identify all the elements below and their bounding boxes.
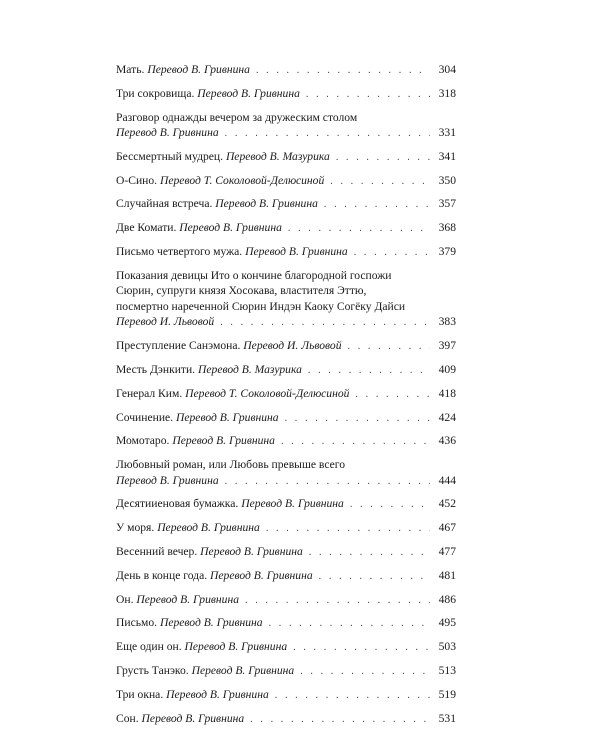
story-title: Случайная встреча. [116, 197, 213, 211]
toc-entry[interactable] [116, 433, 456, 450]
toc-entry-row [116, 615, 456, 632]
toc-entry-row [116, 410, 456, 427]
toc-entry-row [116, 125, 456, 142]
toc-entry[interactable] [116, 457, 456, 489]
dot-leader [336, 150, 430, 166]
translator-credit: Перевод В. Гривнина [245, 245, 348, 259]
toc-entry-title [116, 711, 244, 727]
page-number: 409 [438, 362, 456, 376]
translator-credit: Перевод В. Гривнина [191, 664, 295, 678]
story-title: Он. [116, 592, 134, 606]
dot-leader [285, 411, 430, 427]
toc-entry-row [116, 338, 456, 355]
story-title: Письмо четвертого мужа. [116, 245, 243, 259]
dot-leader [330, 174, 430, 190]
page-number: 418 [438, 386, 456, 400]
toc-entry-title [116, 314, 214, 330]
page-number: 350 [438, 173, 456, 187]
dot-leader [350, 497, 430, 513]
translator-credit: Перевод В. Гривнина [241, 497, 344, 511]
translator-credit: Перевод В. Мазурика [225, 149, 330, 163]
toc-entry-row [116, 386, 456, 403]
translator-credit: Перевод В. Гривнина [197, 86, 300, 100]
toc-entry-row [116, 173, 456, 190]
toc-entry-row [116, 433, 456, 450]
translator-credit: Перевод Т. Соколовой-Делюсиной [159, 173, 325, 187]
story-title: Три сокровища. [116, 86, 195, 100]
story-title: Сочинение. [116, 410, 174, 424]
page-number: 444 [438, 473, 456, 487]
page-number: 318 [438, 86, 456, 100]
toc-entry[interactable] [116, 592, 456, 609]
toc-entry-title [116, 544, 303, 560]
toc-entry[interactable] [116, 149, 456, 166]
translator-credit: Перевод В. Гривнина [200, 545, 303, 559]
dot-leader [324, 197, 430, 213]
toc-entry-row [116, 663, 456, 680]
page-number: 368 [438, 221, 456, 235]
toc-entry-title [116, 86, 300, 102]
page-number: 331 [438, 126, 456, 140]
page-number: 452 [438, 497, 456, 511]
dot-leader [266, 521, 430, 537]
toc-entry[interactable] [116, 62, 456, 79]
toc-entry-row [116, 220, 456, 237]
translator-credit: Перевод Т. Соколовой-Делюсиной [185, 386, 350, 400]
toc-entry-row [116, 568, 456, 585]
page-number: 481 [438, 568, 456, 582]
page-number: 519 [438, 687, 456, 701]
translator-credit: Перевод В. Гривнина [116, 473, 219, 487]
toc-entry-row [116, 62, 456, 79]
dot-leader [256, 63, 430, 79]
toc-entry[interactable] [116, 711, 456, 728]
toc-entry[interactable] [116, 386, 456, 403]
translator-credit: Перевод В. Гривнина [210, 568, 313, 582]
story-title: Десятииеновая бумажка. [116, 497, 239, 511]
toc-entry-row [116, 86, 456, 103]
story-title: Месть Дэнкити. [116, 362, 196, 376]
toc-entry-row [116, 362, 456, 379]
toc-entry[interactable] [116, 173, 456, 190]
translator-credit: Перевод В. Гривнина [166, 687, 269, 701]
story-title: День в конце года. [116, 568, 208, 582]
toc-entry-row [116, 244, 456, 261]
toc-entry-title [116, 433, 275, 449]
toc-entry-title [116, 362, 302, 378]
story-title: Бессмертный мудрец. [116, 149, 224, 163]
toc-entry-title [116, 125, 219, 141]
toc-entry-title [116, 149, 330, 165]
page-number: 513 [438, 664, 456, 678]
dot-leader [269, 616, 430, 632]
toc-entry-row [116, 592, 456, 609]
page-number: 383 [438, 315, 456, 329]
translator-credit: Перевод В. Гривнина [179, 221, 282, 235]
toc-entry-row [116, 544, 456, 561]
story-title: Преступление Санэмона. [116, 339, 241, 353]
story-title: Письмо. [116, 616, 158, 630]
page-number: 397 [438, 339, 456, 353]
toc-entry[interactable] [116, 687, 456, 704]
page-number: 436 [438, 434, 456, 448]
story-title: Сон. [116, 711, 139, 725]
toc-entry[interactable] [116, 568, 456, 585]
toc-entry-title-line: посмертно нареченной Сюрин Индэн Каоку Согёку Дайси [116, 299, 406, 313]
page-number: 486 [438, 592, 456, 606]
page-number: 503 [438, 640, 456, 654]
toc-entry-title [116, 338, 342, 354]
page-number: 495 [438, 616, 456, 630]
toc-entry-title [116, 687, 269, 703]
toc-entry[interactable] [116, 496, 456, 513]
translator-credit: Перевод В. Гривнина [116, 126, 219, 140]
toc-entry-title [116, 244, 348, 260]
toc-entry[interactable] [116, 196, 456, 213]
page-number: 477 [438, 545, 456, 559]
dot-leader [319, 569, 430, 585]
dot-leader [281, 434, 430, 450]
toc-entry-title [116, 220, 282, 236]
translator-credit: Перевод И. Львовой [116, 315, 215, 329]
toc-entry-row [116, 149, 456, 166]
story-title: Весенний вечер. [116, 545, 198, 559]
toc-entry-title [116, 196, 318, 212]
dot-leader [293, 640, 430, 656]
toc-entry-title [116, 62, 250, 78]
toc-entry[interactable] [116, 615, 456, 632]
toc-entry-title-line: Сюрин, супруги князя Хосокава, властителя Эттю, [116, 284, 367, 298]
toc-entry-title [116, 473, 219, 489]
toc-entry-title [116, 639, 287, 655]
toc-entry[interactable] [116, 110, 456, 142]
page-number: 379 [438, 245, 456, 259]
dot-leader [355, 387, 430, 403]
toc-entry-title-line: Разговор однажды вечером за дружеским столом [116, 110, 358, 124]
toc-entry[interactable] [116, 268, 456, 331]
toc-entry-title [116, 410, 279, 426]
toc-entry-title [116, 386, 349, 402]
page-number: 467 [438, 521, 456, 535]
story-title: Три окна. [116, 687, 164, 701]
story-title: Момотаро. [116, 434, 170, 448]
toc-entry[interactable] [116, 520, 456, 537]
story-title: Грусть Танэко. [116, 664, 189, 678]
story-title: О-Сино. [116, 173, 158, 187]
story-title: Еще один он. [116, 640, 182, 654]
toc-entry-title [116, 568, 313, 584]
dot-leader [309, 545, 430, 561]
translator-credit: Перевод В. Гривнина [136, 592, 240, 606]
dot-leader [250, 712, 430, 728]
story-title: У моря. [116, 521, 155, 535]
table-of-contents [116, 62, 456, 734]
toc-entry-row [116, 520, 456, 537]
toc-entry-title [116, 615, 263, 631]
dot-leader [225, 474, 430, 490]
translator-credit: Перевод В. Гривнина [147, 63, 250, 76]
page-number: 304 [438, 63, 456, 76]
toc-entry[interactable] [116, 338, 456, 355]
page-number: 424 [438, 410, 456, 424]
toc-entry[interactable] [116, 86, 456, 103]
toc-entry-title [116, 592, 239, 608]
translator-credit: Перевод В. Гривнина [175, 410, 279, 424]
dot-leader [275, 688, 430, 704]
dot-leader [306, 87, 430, 103]
toc-entry-row [116, 711, 456, 728]
toc-entry-row [116, 314, 456, 331]
page-number: 357 [438, 197, 456, 211]
translator-credit: Перевод В. Гривнина [159, 616, 263, 630]
translator-credit: Перевод В. Гривнина [141, 711, 245, 725]
toc-entry[interactable] [116, 220, 456, 237]
toc-entry-row [116, 687, 456, 704]
toc-entry[interactable] [116, 663, 456, 680]
story-title: Мать. [116, 63, 145, 76]
toc-entry[interactable] [116, 639, 456, 656]
dot-leader [220, 315, 430, 331]
translator-credit: Перевод В. Гривнина [157, 521, 260, 535]
toc-entry[interactable] [116, 544, 456, 561]
dot-leader [354, 245, 430, 261]
dot-leader [245, 593, 430, 609]
translator-credit: Перевод В. Гривнина [184, 640, 288, 654]
toc-entry-row [116, 196, 456, 213]
dot-leader [348, 339, 431, 355]
dot-leader [300, 664, 430, 680]
toc-entry-row [116, 496, 456, 513]
story-title: Две Комати. [116, 221, 177, 235]
toc-entry-title [116, 520, 260, 536]
story-title: Генерал Ким. [116, 386, 183, 400]
page-number: 531 [438, 711, 456, 725]
dot-leader [288, 221, 430, 237]
toc-entry-row [116, 473, 456, 490]
toc-entry[interactable] [116, 244, 456, 261]
translator-credit: Перевод В. Мазурика [198, 362, 302, 376]
toc-entry-title [116, 496, 344, 512]
toc-entry-row [116, 639, 456, 656]
toc-entry-title-line: Показания девицы Ито о кончине благородной госпожи [116, 268, 392, 282]
translator-credit: Перевод И. Львовой [243, 339, 342, 353]
translator-credit: Перевод В. Гривнина [172, 434, 275, 448]
dot-leader [225, 126, 430, 142]
toc-entry[interactable] [116, 410, 456, 427]
toc-entry-title [116, 173, 324, 189]
toc-entry[interactable] [116, 362, 456, 379]
toc-entry-title-line: Любовный роман, или Любовь превыше всего [116, 458, 346, 472]
toc-entry-title [116, 663, 294, 679]
dot-leader [308, 363, 430, 379]
translator-credit: Перевод В. Гривнина [215, 197, 318, 211]
page-number: 341 [438, 149, 456, 163]
